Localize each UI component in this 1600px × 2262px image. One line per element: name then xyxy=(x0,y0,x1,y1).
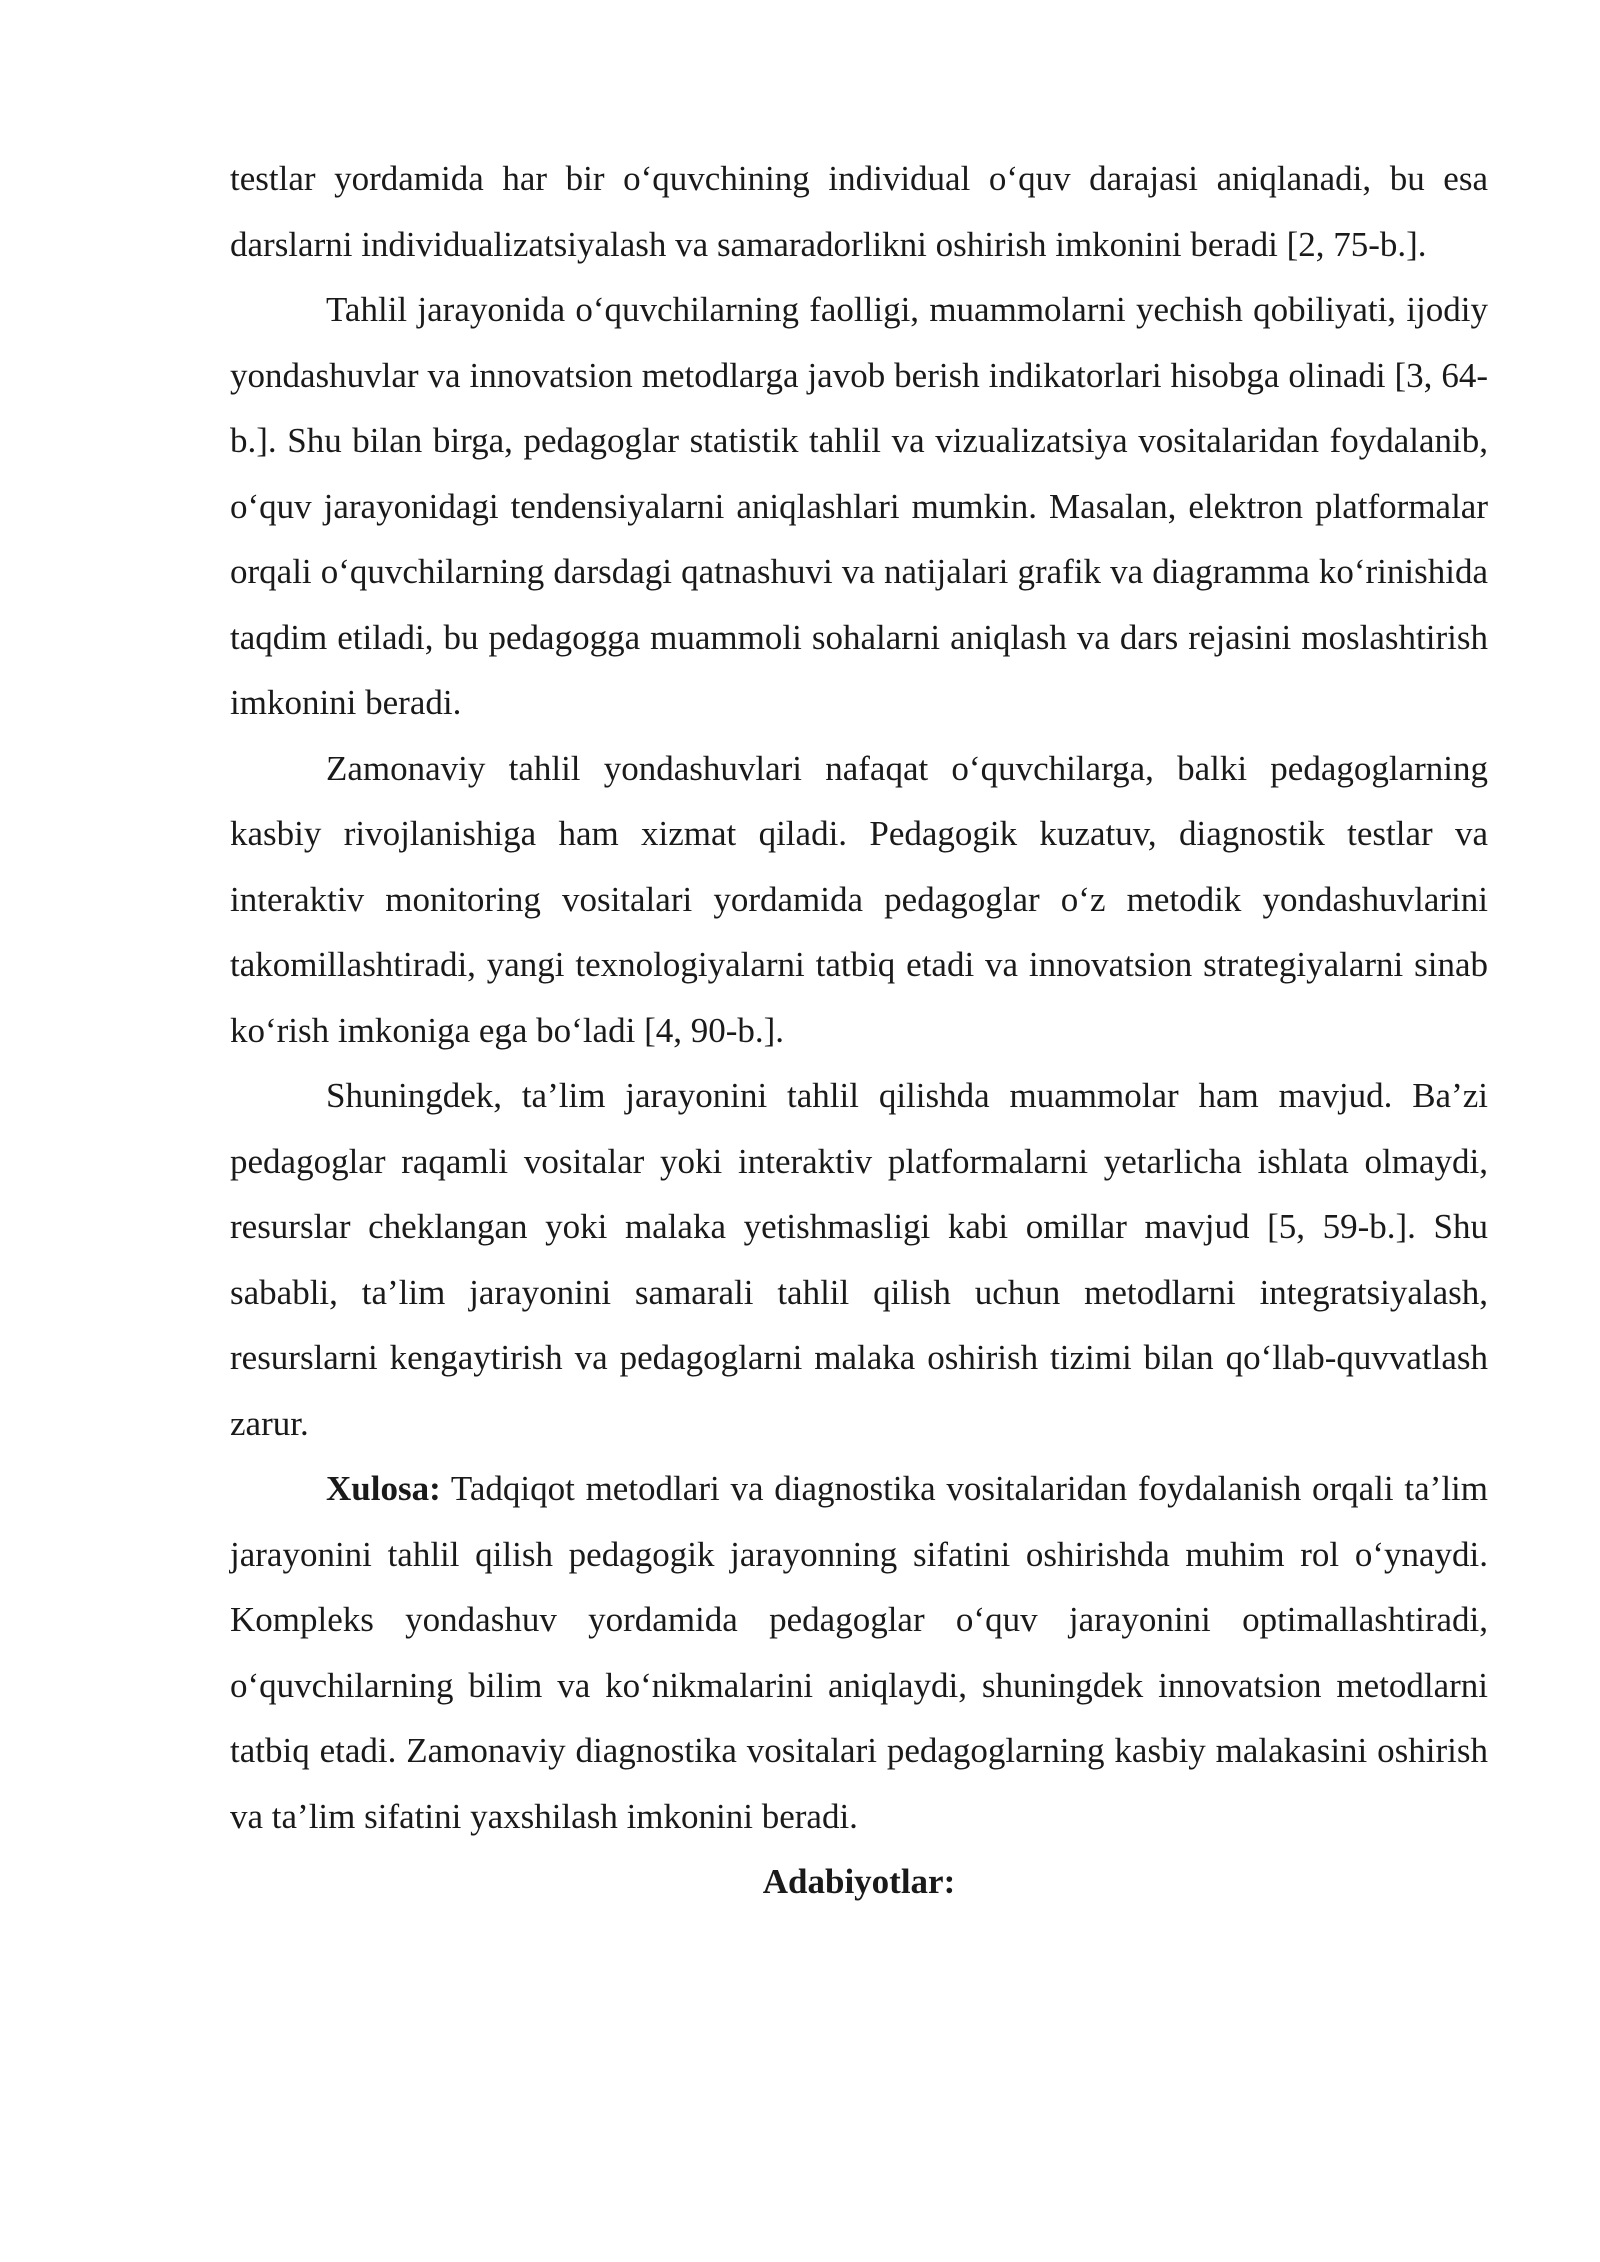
paragraph-problems: Shuningdek, ta’lim jarayonini tahlil qilishda muammolar ham mavjud. Ba’zi pedagoglar raqamli vositalar yoki interaktiv platformalarni yetarlicha ishlata olmaydi, resurslar cheklangan yoki malaka yetishmasligi kabi omillar mavjud [5, 59-b.]. Shu sababli, ta’lim jarayonini samarali tahlil qilish uchun metodlarni integratsiyalash, resurslarni kengaytirish va pedagoglarni malaka oshirish tizimi bilan qo‘llab-quvvatlash zarur. xyxy=(230,1076,1488,1443)
references-heading: Adabiyotlar: xyxy=(762,1862,956,1901)
paragraph-continuation: testlar yordamida har bir o‘quvchining individual o‘quv darajasi aniqlanadi, bu esa darslarni individualizatsiyalash va samaradorlikni oshirish imkonini beradi [2, 75-b.]. xyxy=(230,159,1488,264)
paragraph-modern-approaches: Zamonaviy tahlil yondashuvlari nafaqat o‘quvchilarga, balki pedagoglarning kasbiy rivojlanishiga ham xizmat qiladi. Pedagogik kuzatuv, diagnostik testlar va interaktiv monitoring vositalari yordamida pedagoglar o‘z metodik yondashuvlarini takomillashtiradi, yangi texnologiyalarni tatbiq etadi va innovatsion strategiyalarni sinab ko‘rish imkoniga ega bo‘ladi [4, 90-b.]. xyxy=(230,748,1488,1050)
conclusion-label: Xulosa: xyxy=(326,1469,441,1508)
paragraph-conclusion xyxy=(230,1456,1488,1849)
document-page xyxy=(230,146,1488,1915)
paragraph-analysis-indicators: Tahlil jarayonida o‘quvchilarning faolligi, muammolarni yechish qobiliyati, ijodiy yondashuvlar va innovatsion metodlarga javob berish indikatorlari hisobga olinadi [3, 64-b.]. Shu bilan birga, pedagoglar statistik tahlil va vizualizatsiya vositalaridan foydalanib, o‘quv jarayonidagi tendensiyalarni aniqlashlari mumkin. Masalan, elektron platformalar orqali o‘quvchilarning darsdagi qatnashuvi va natijalari grafik va diagramma ko‘rinishida taqdim etiladi, bu pedagogga muammoli sohalarni aniqlash va dars rejasini moslashtirish imkonini beradi. xyxy=(230,290,1488,722)
conclusion-text: Tadqiqot metodlari va diagnostika vositalaridan foydalanish orqali ta’lim jarayonini tahlil qilish pedagogik jarayonning sifatini oshirishda muhim rol o‘ynaydi. Kompleks yondashuv yordamida pedagoglar o‘quv jarayonini optimallashtiradi, o‘quvchilarning bilim va ko‘nikmalarini aniqlaydi, shuningdek innovatsion metodlarni tatbiq etadi. Zamonaviy diagnostika vositalari pedagoglarning kasbiy malakasini oshirish va ta’lim sifatini yaxshilash imkonini beradi. xyxy=(230,1469,1488,1836)
